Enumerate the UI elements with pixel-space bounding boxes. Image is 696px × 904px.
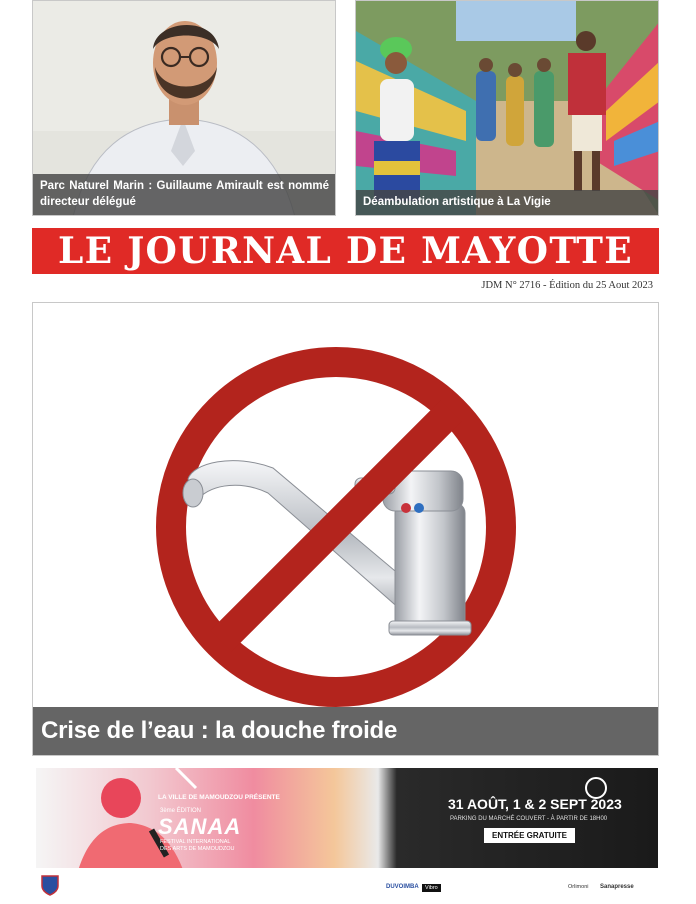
sponsor-orlimoni: Orlimoni — [568, 884, 589, 890]
sponsor-sanapresse: Sanapresse — [600, 884, 634, 890]
sponsor-strip — [36, 868, 658, 904]
faucet-prohibited-icon — [33, 303, 659, 756]
story-caption-left[interactable]: Parc Naturel Marin : Guillaume Amirault est nommé directeur délégué — [33, 174, 335, 215]
story-card-left[interactable] — [32, 0, 336, 216]
banner-event-subtitle-1: FESTIVAL INTERNATIONAL — [160, 839, 231, 845]
banner-presenter: LA VILLE DE MAMOUDZOU PRÉSENTE — [158, 794, 280, 801]
banner-event-subtitle-2: DES ARTS DE MAMOUDZOU — [160, 846, 235, 852]
city-crest-icon — [40, 874, 60, 896]
masthead-title: LE JOURNAL DE MAYOTTE — [58, 230, 633, 272]
edition-info: JDM N° 2716 - Édition du 25 Aout 2023 — [481, 280, 653, 291]
story-photo-right — [356, 1, 659, 216]
story-card-right[interactable] — [355, 0, 659, 216]
banner-venue: PARKING DU MARCHÉ COUVERT - À PARTIR DE 18H00 — [450, 816, 608, 822]
masthead[interactable] — [32, 228, 659, 274]
sponsor-vibro: Vibro — [422, 884, 441, 892]
banner-entry-button[interactable]: ENTRÉE GRATUITE — [484, 828, 575, 843]
banner-dates: 31 AOÛT, 1 & 2 SEPT 2023 — [448, 796, 622, 812]
banner-event-name: SANAA — [158, 814, 242, 839]
story-caption-right[interactable]: Déambulation artistique à La Vigie — [356, 190, 658, 215]
sponsor-duvoimba: DUVOIMBA — [386, 884, 419, 890]
lead-story-headline[interactable]: Crise de l’eau : la douche froide — [33, 707, 658, 755]
banner-edition: 3ème ÉDITION — [160, 808, 202, 814]
festival-banner-ad[interactable] — [36, 768, 658, 904]
lead-story[interactable] — [32, 302, 659, 756]
